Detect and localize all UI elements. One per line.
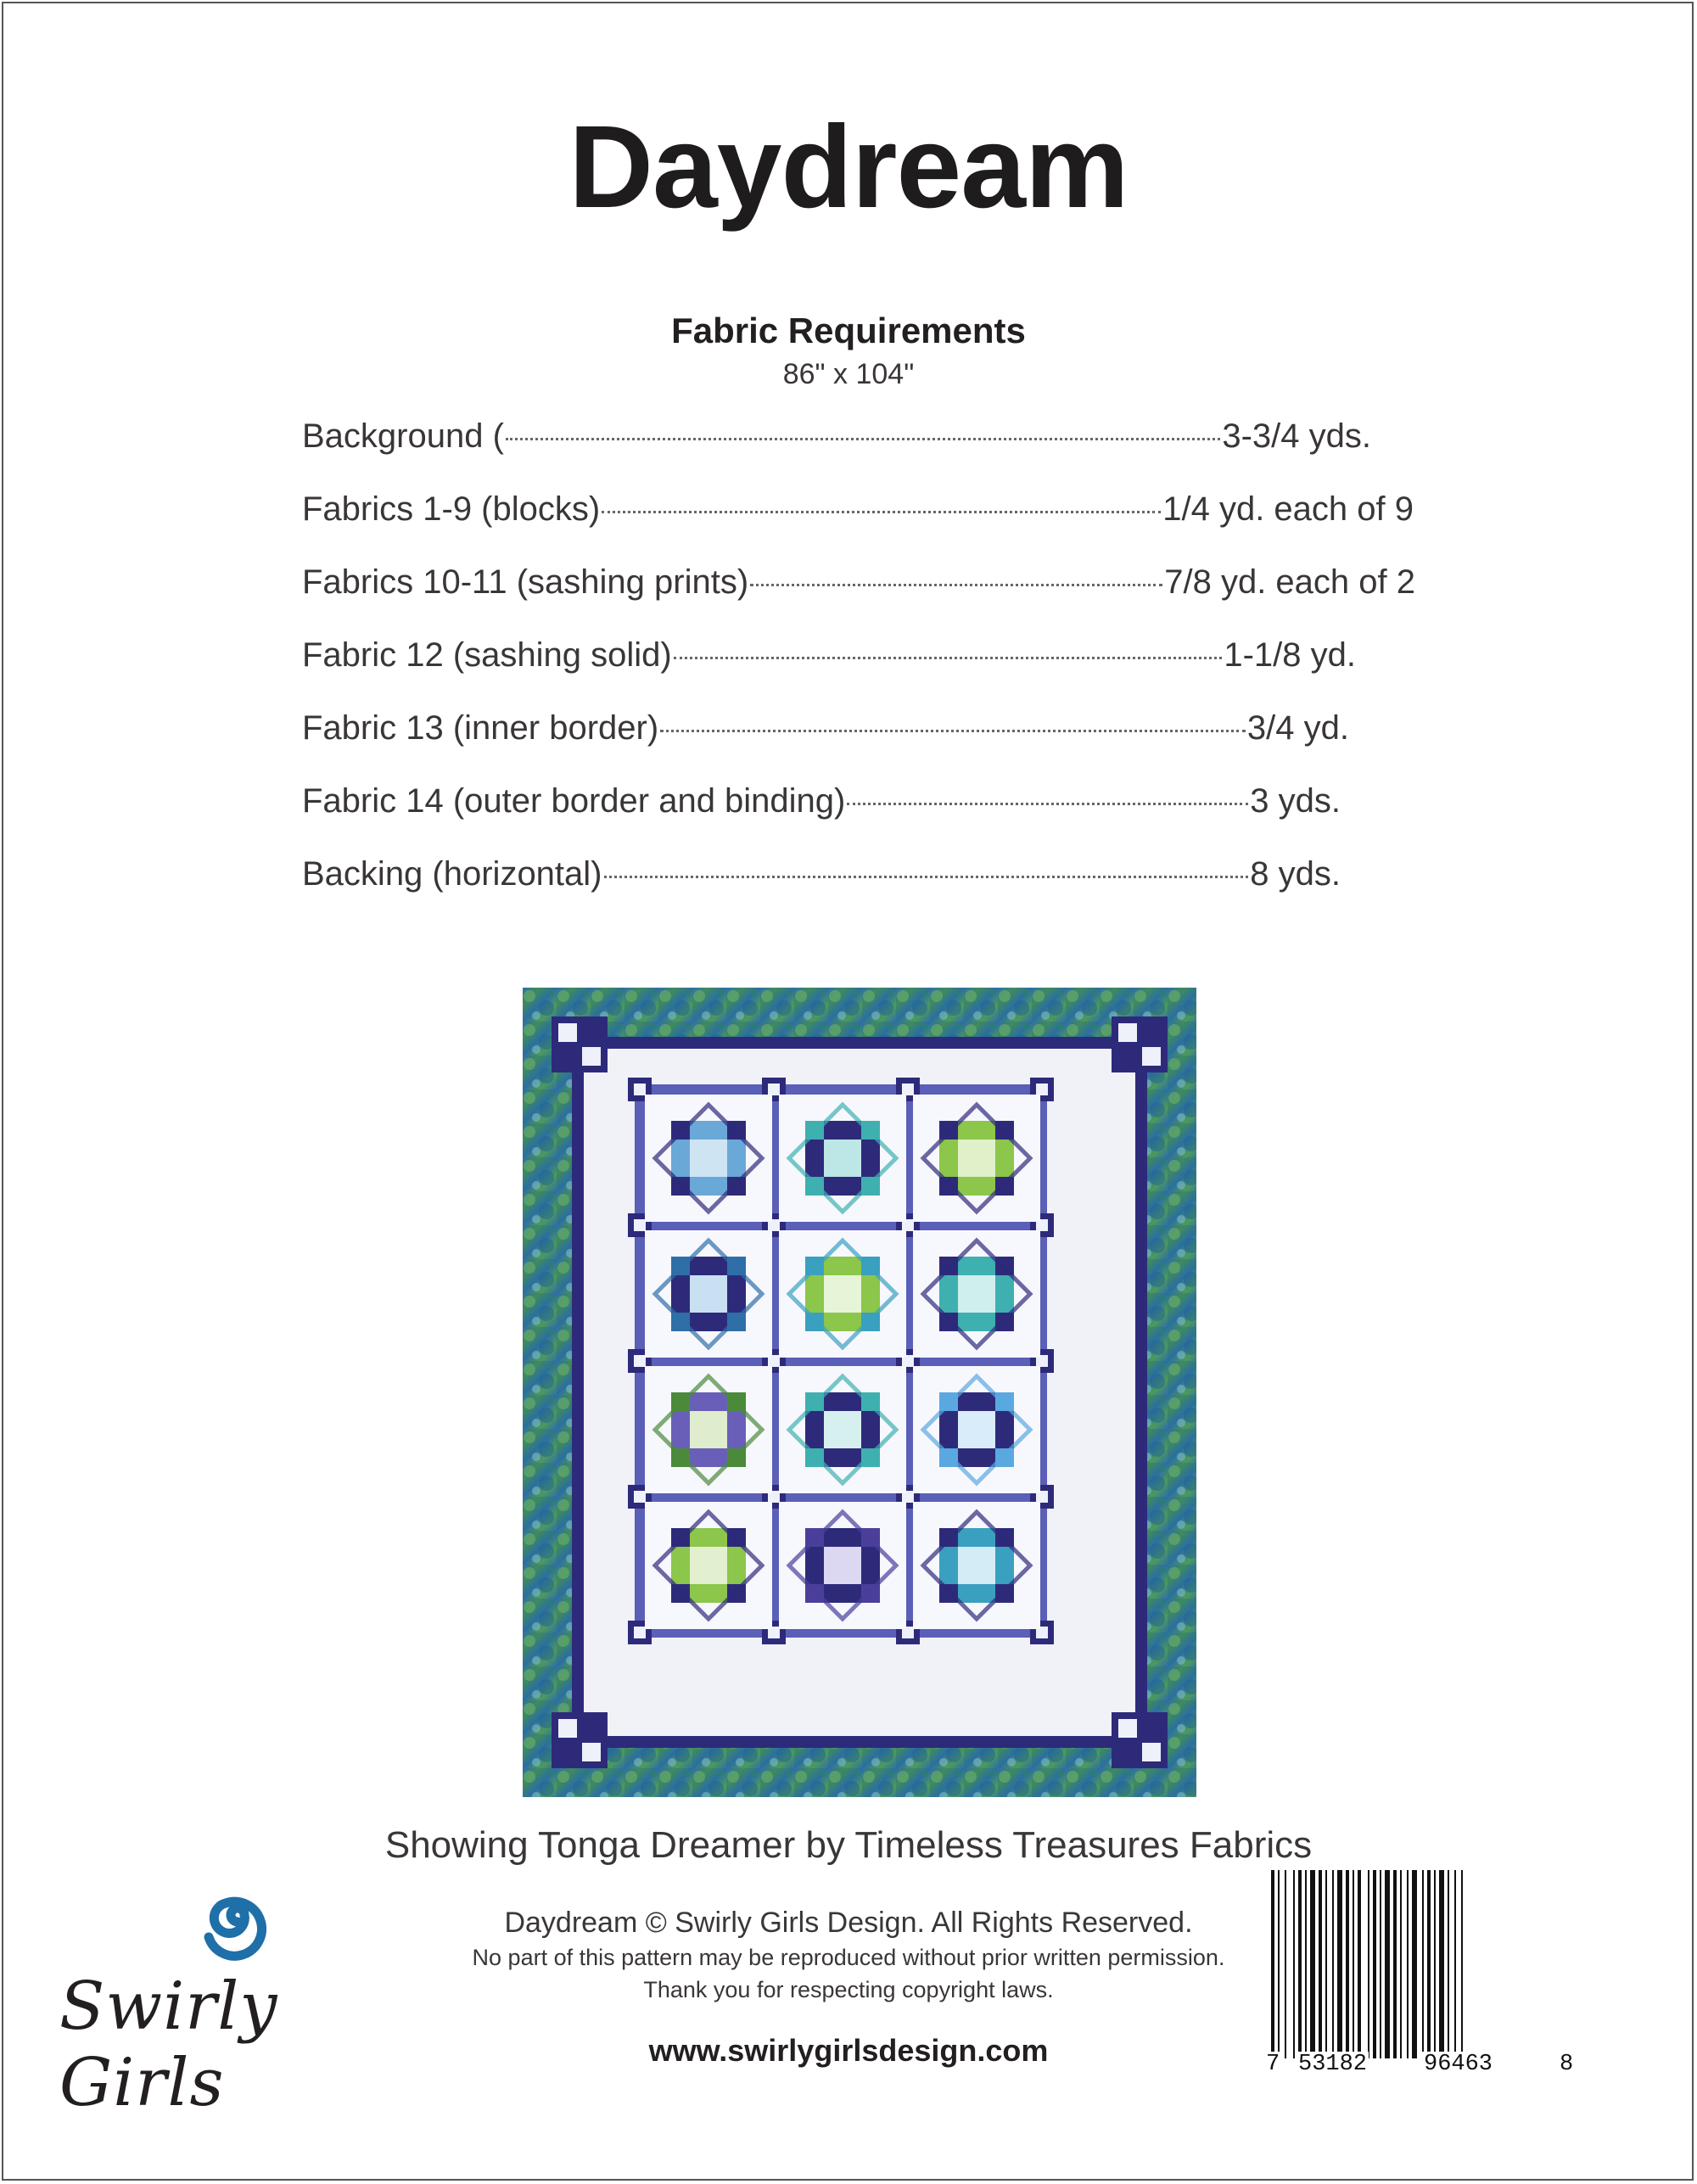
quilt-block [913, 1366, 1040, 1493]
barcode-bar [1358, 1870, 1361, 2058]
barcode-bar [1325, 1870, 1327, 2058]
requirement-amount: 1-1/8 yd. [1224, 636, 1356, 674]
copyright-notice [373, 1904, 1324, 2006]
barcode-icon [1264, 1870, 1578, 2082]
barcode-bar [1368, 1870, 1369, 2058]
quilt-block [779, 1230, 906, 1358]
barcode-digits-right: 96463 [1424, 2052, 1493, 2077]
barcode-bar [1393, 1870, 1397, 2058]
leader-dots [602, 510, 1161, 513]
barcode-bar [1293, 1870, 1295, 2058]
leader-dots [506, 437, 1220, 440]
barcode-bar [1400, 1870, 1402, 2058]
quilt-image [523, 988, 1196, 1797]
quilt-block [913, 1502, 1040, 1629]
quilt-block [779, 1502, 906, 1629]
requirement-row [302, 709, 1349, 757]
leader-dots [660, 729, 1246, 732]
quilt-block [645, 1502, 772, 1629]
quilt-block [645, 1230, 772, 1358]
requirement-label: Backing (horizontal) [302, 855, 602, 893]
corner-square-block [1112, 1016, 1168, 1072]
barcode-digits-left: 53182 [1298, 2052, 1368, 2077]
corner-square-block [1112, 1712, 1168, 1768]
barcode-bar [1448, 1870, 1449, 2058]
sashing-strip [635, 1084, 1047, 1095]
barcode-bar [1461, 1870, 1463, 2058]
barcode-bar [1422, 1870, 1424, 2058]
barcode-bar [1434, 1870, 1436, 2058]
barcode-bar [1337, 1870, 1342, 2058]
logo-text: Swirly Girls [59, 1968, 278, 2121]
quilt-block [645, 1095, 772, 1222]
barcode-bar [1385, 1870, 1390, 2058]
barcode-bar [1332, 1870, 1334, 2058]
website-link[interactable]: www.swirlygirlsdesign.com [648, 2033, 1049, 2068]
barcode-bar [1373, 1870, 1376, 2058]
page-title: Daydream [568, 102, 1129, 232]
barcode-bar [1285, 1870, 1286, 2058]
swirly-girls-logo [51, 1875, 407, 2121]
requirement-amount: 1/4 yd. each of 9 [1162, 490, 1414, 528]
requirement-label: Fabrics 1-9 (blocks) [302, 490, 601, 528]
requirement-amount: 8 yds. [1250, 855, 1341, 893]
quilt-block [913, 1095, 1040, 1222]
requirement-row [302, 855, 1341, 903]
barcode-bar [1310, 1870, 1315, 2058]
barcode-bar [1380, 1870, 1381, 2058]
requirement-amount: 7/8 yd. each of 2 [1164, 563, 1415, 601]
barcode-bar [1305, 1870, 1307, 2058]
barcode-bar [1271, 1870, 1274, 2058]
corner-square-block [552, 1712, 608, 1768]
barcode-bar [1353, 1870, 1354, 2058]
leader-dots [847, 802, 1248, 805]
permission-line: No part of this pattern may be reproduced without prior written permission. [472, 1945, 1225, 1970]
barcode-bar [1407, 1870, 1409, 2058]
barcode-bar [1298, 1870, 1302, 2058]
fabric-requirements-heading: Fabric Requirements [671, 311, 1026, 350]
barcode-bar [1439, 1870, 1444, 2058]
requirement-row [302, 490, 1414, 538]
quilt-block [913, 1230, 1040, 1358]
requirement-label: Fabric 14 (outer border and binding) [302, 782, 846, 820]
requirement-label: Fabric 12 (sashing solid) [302, 636, 672, 674]
barcode-bar [1412, 1870, 1417, 2058]
requirement-amount: 3 yds. [1250, 782, 1341, 820]
requirement-amount: 3-3/4 yds. [1222, 417, 1371, 455]
leader-dots [604, 875, 1249, 878]
leader-dots [674, 656, 1223, 659]
requirement-row [302, 636, 1356, 684]
barcode-digit-last: 8 [1560, 2052, 1574, 2077]
requirement-row [302, 563, 1415, 611]
requirement-label: Background ( [302, 417, 504, 455]
quilt-block [645, 1366, 772, 1493]
corner-square-block [552, 1016, 608, 1072]
quilt-illustration [523, 988, 1196, 1797]
barcode-bar [1319, 1870, 1322, 2058]
barcode-bar [1454, 1870, 1456, 2058]
quilt-block [779, 1366, 906, 1493]
barcode-bar [1346, 1870, 1349, 2058]
swirl-logo-icon [187, 1875, 288, 1968]
barcode-bar [1427, 1870, 1431, 2058]
requirement-label: Fabric 13 (inner border) [302, 709, 659, 747]
barcode-digits [1264, 2052, 1578, 2086]
quilt-block [779, 1095, 906, 1222]
thanks-line: Thank you for respecting copyright laws. [643, 1977, 1054, 2002]
requirement-row [302, 782, 1341, 830]
barcode-bar [1278, 1870, 1280, 2058]
requirement-amount: 3/4 yd. [1246, 709, 1349, 747]
requirement-row [302, 417, 1371, 465]
requirement-label: Fabrics 10-11 (sashing prints) [302, 563, 749, 601]
leader-dots [750, 583, 1162, 586]
quilt-size: 86" x 104" [782, 358, 915, 390]
copyright-line: Daydream © Swirly Girls Design. All Rights Reserved. [504, 1907, 1193, 1939]
barcode-digit-first: 7 [1266, 2052, 1280, 2077]
fabric-caption: Showing Tonga Dreamer by Timeless Treasures Fabrics [384, 1824, 1313, 1866]
